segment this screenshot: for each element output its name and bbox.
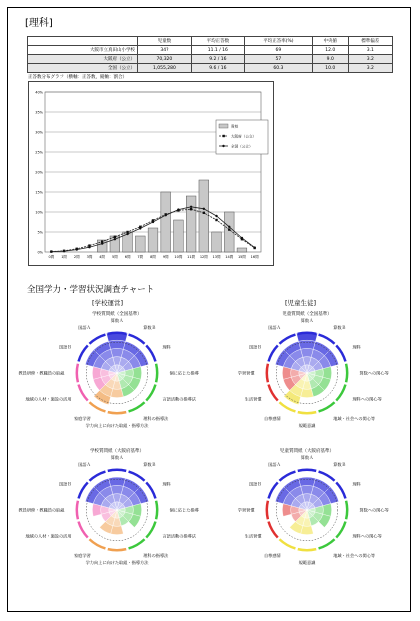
stats-cell: 11.1 / 16 xyxy=(191,46,244,55)
radar-axis-label: 理科の指導法 xyxy=(143,415,169,421)
stats-row-label: 大阪府（公立） xyxy=(28,55,138,64)
radar-axis-label: 理科 xyxy=(162,344,171,350)
y-tick-label: 25% xyxy=(35,150,43,155)
chart-legend xyxy=(216,120,268,154)
line-point xyxy=(139,227,141,229)
radar-axis-label: 学習習慣 xyxy=(237,507,255,513)
x-tick-label: 10問 xyxy=(174,255,183,259)
radar-rim xyxy=(77,501,78,519)
radar-axis-label: 理科 xyxy=(352,481,361,487)
radar-rim xyxy=(77,364,78,382)
radar-rim xyxy=(298,470,316,471)
radar-rim xyxy=(336,345,345,361)
stats-cell: 1,055,280 xyxy=(138,64,192,73)
stats-header-cell: 平均正答率(%) xyxy=(244,37,312,46)
radar-rim xyxy=(298,333,316,334)
radar-rim xyxy=(298,412,316,413)
survey-title: 全国学力・学習状況調査チャート xyxy=(27,285,155,295)
radar-rim xyxy=(79,385,88,401)
radar-axis-label: 学力向上に向けた取組・指導方法 xyxy=(85,559,149,565)
stats-row xyxy=(28,46,393,55)
radar-axis-label: 国語Ｂ xyxy=(248,344,262,350)
radar-rim xyxy=(279,472,295,481)
radar-axis-label: 理科 xyxy=(352,344,361,350)
distribution-chart xyxy=(29,82,273,265)
line-point xyxy=(88,246,90,248)
legend-label: 貴校 xyxy=(231,124,239,129)
radar-axis-label: 家庭学習 xyxy=(73,552,91,558)
y-tick-label: 5% xyxy=(37,230,43,235)
radar-segment xyxy=(109,477,126,486)
radar-rim xyxy=(108,549,126,550)
x-tick-label: 2問 xyxy=(73,255,80,259)
x-tick-label: 3問 xyxy=(86,255,93,259)
radar-rim xyxy=(89,402,105,411)
radar-axis-label: 国語Ｂ xyxy=(248,481,262,487)
radar-rim xyxy=(319,472,335,481)
radar-axis-label: 理科 xyxy=(162,481,171,487)
line-point xyxy=(114,236,116,238)
school-heading: [学校運営] xyxy=(92,299,124,307)
y-tick-label: 20% xyxy=(35,170,43,175)
x-tick-label: 0問 xyxy=(48,255,55,259)
radar-segment xyxy=(299,340,316,349)
radar-rim xyxy=(108,470,126,471)
radar-axis-label: 生活習慣 xyxy=(244,396,262,402)
radar-axis-label: 地域・社会への関心等 xyxy=(333,415,376,421)
line-point xyxy=(152,221,154,223)
x-tick-label: 13問 xyxy=(212,255,221,259)
radar-axis-label: 個に応じた指導 xyxy=(169,370,199,376)
bar xyxy=(199,180,209,252)
radar-title: 児童質問紙（全国基準） xyxy=(282,312,332,317)
radar-rim xyxy=(79,482,88,498)
line-point xyxy=(190,206,192,208)
radar-rim xyxy=(89,335,105,344)
line-point xyxy=(50,250,52,252)
bar xyxy=(186,196,196,252)
stats-cell: 3.2 xyxy=(348,55,392,64)
stats-cell: 70,320 xyxy=(138,55,192,64)
radar-charts xyxy=(0,305,420,615)
radar-rim xyxy=(129,472,145,481)
radar-rim xyxy=(156,501,157,519)
line-point xyxy=(126,233,128,235)
radar-rim xyxy=(89,472,105,481)
x-tick-label: 8問 xyxy=(150,255,156,259)
x-tick-label: 15問 xyxy=(237,255,246,259)
radar-rim xyxy=(79,345,88,361)
radar-axis-label: 自尊感情 xyxy=(263,415,281,421)
stats-cell: 60.3 xyxy=(244,64,312,73)
x-tick-label: 14問 xyxy=(225,255,234,259)
radar-rim xyxy=(346,501,347,519)
radar-axis-label: 国語Ｂ xyxy=(58,481,72,487)
radar-segment xyxy=(299,477,316,486)
line-point xyxy=(203,212,205,214)
radar-axis-label: 理科の指導法 xyxy=(143,552,169,558)
line-point xyxy=(228,228,230,230)
stats-row xyxy=(28,64,393,73)
stats-cell: 57 xyxy=(244,55,312,64)
legend-marker xyxy=(222,145,224,147)
radar-chart xyxy=(18,310,199,429)
stats-cell: 3.2 xyxy=(348,64,392,73)
stats-cell: 9.2 / 16 xyxy=(191,55,244,64)
radar-axis-label: 生活習慣 xyxy=(244,533,262,539)
radar-rim xyxy=(146,385,155,401)
radar-axis-label: 国語Ａ xyxy=(78,462,91,468)
line-point xyxy=(241,237,243,239)
line-point xyxy=(177,208,179,210)
y-tick-label: 40% xyxy=(35,90,43,95)
x-tick-label: 16問 xyxy=(250,255,259,259)
radar-axis-label: 地域の人材・施設の活用 xyxy=(25,533,72,539)
x-tick-label: 11問 xyxy=(187,255,196,259)
stats-header-cell: 標準偏差 xyxy=(348,37,392,46)
radar-rim xyxy=(129,335,145,344)
radar-rim xyxy=(146,345,155,361)
radar-rim xyxy=(79,522,88,538)
stats-header-row xyxy=(28,37,393,46)
radar-rim xyxy=(267,364,268,382)
legend-marker xyxy=(223,135,225,137)
legend-label: 全国（公立） xyxy=(231,144,253,149)
radar-rim xyxy=(146,522,155,538)
stats-table xyxy=(27,36,393,73)
line-point xyxy=(215,219,217,221)
y-tick-label: 35% xyxy=(35,110,43,115)
radar-rim xyxy=(89,539,105,548)
bar xyxy=(212,232,222,252)
x-tick-label: 5問 xyxy=(112,255,118,259)
line-point xyxy=(101,242,103,244)
x-tick-label: 6問 xyxy=(124,255,131,259)
stats-row xyxy=(28,55,393,64)
radar-axis-label: 言語活動の指導法 xyxy=(162,396,196,402)
radar-rim xyxy=(269,482,278,498)
y-tick-label: 0% xyxy=(37,250,43,255)
stats-cell: 12.0 xyxy=(312,46,348,55)
radar-rim xyxy=(269,345,278,361)
line-point xyxy=(165,214,167,216)
bar xyxy=(161,192,171,252)
stats-header-cell: 平均正答数 xyxy=(191,37,244,46)
stats-cell: 3.1 xyxy=(348,46,392,55)
radar-axis-label: 家庭学習 xyxy=(73,415,91,421)
radar-rim xyxy=(108,333,126,334)
radar-axis-label: 国語Ａ xyxy=(268,325,281,331)
bar xyxy=(135,236,145,252)
radar-axis-label: 個に応じた指導 xyxy=(169,507,199,513)
line-point xyxy=(253,246,255,248)
radar-axis-label: 地域・社会への関心等 xyxy=(333,552,376,558)
radar-rim xyxy=(269,385,278,401)
radar-axis-label: 算数Ａ xyxy=(300,318,314,324)
stats-cell: 9.6 / 16 xyxy=(191,64,244,73)
radar-rim xyxy=(146,482,155,498)
radar-axis-label: 算数Ｂ xyxy=(333,325,346,331)
page-title: [理科] xyxy=(25,18,53,29)
x-tick-label: 12問 xyxy=(199,255,208,259)
stats-header-cell: 中央値 xyxy=(312,37,348,46)
stats-cell: 10.0 xyxy=(312,64,348,73)
radar-rim xyxy=(319,539,335,548)
radar-axis-label: 国語Ａ xyxy=(78,325,91,331)
line-point xyxy=(76,248,78,250)
radar-axis-label: 言語活動の指導法 xyxy=(162,533,196,539)
stats-row-label: 大阪市立真田山小学校 xyxy=(28,46,138,55)
radar-rim xyxy=(319,402,335,411)
line-point xyxy=(203,208,205,210)
radar-rim xyxy=(336,482,345,498)
y-tick-label: 15% xyxy=(35,190,43,195)
radar-axis-label: 自尊感情 xyxy=(263,552,281,558)
stats-cell: 9.0 xyxy=(312,55,348,64)
x-tick-label: 9問 xyxy=(162,255,169,259)
line-point xyxy=(228,226,230,228)
bar xyxy=(148,228,158,252)
radar-axis-label: 理科への関心等 xyxy=(352,533,382,539)
radar-axis-label: 算数Ｂ xyxy=(143,462,156,468)
radar-axis-label: 算数Ｂ xyxy=(333,462,346,468)
radar-segment xyxy=(109,340,126,349)
radar-rim xyxy=(346,364,347,382)
radar-axis-label: 規範意識 xyxy=(298,422,316,428)
radar-rim xyxy=(336,522,345,538)
line-point xyxy=(63,250,65,252)
radar-axis-label: 学習習慣 xyxy=(237,370,255,376)
radar-rim xyxy=(279,539,295,548)
radar-chart xyxy=(238,447,389,566)
radar-title: 学校質問紙（全国基準） xyxy=(92,312,142,317)
radar-axis-label: 算数Ａ xyxy=(300,455,314,461)
y-tick-label: 10% xyxy=(35,210,43,215)
radar-rim xyxy=(129,402,145,411)
radar-axis-label: 地域の人材・施設の活用 xyxy=(25,396,72,402)
student-heading: [児童生徒] xyxy=(285,299,317,307)
stats-header-cell xyxy=(28,37,138,46)
stats-header-cell: 児童数 xyxy=(138,37,192,46)
radar-rim xyxy=(298,549,316,550)
radar-rim xyxy=(108,412,126,413)
radar-axis-label: 学力向上に向けた取組・指導方法 xyxy=(85,422,149,428)
radar-axis-label: 教員研修・教職員の取組 xyxy=(18,370,65,376)
line-point xyxy=(114,238,116,240)
bar xyxy=(237,248,247,252)
radar-chart xyxy=(238,310,389,429)
radar-axis-label: 国語Ａ xyxy=(268,462,281,468)
radar-axis-label: 算数Ａ xyxy=(110,318,124,324)
legend-swatch xyxy=(219,124,228,128)
distribution-chart-box xyxy=(28,81,274,266)
stats-cell: 69 xyxy=(244,46,312,55)
radar-rim xyxy=(279,335,295,344)
radar-axis-label: 算数への関心等 xyxy=(359,507,389,513)
radar-axis-label: 算数への関心等 xyxy=(359,370,389,376)
radar-rim xyxy=(269,522,278,538)
x-tick-label: 1問 xyxy=(61,255,67,259)
x-tick-label: 4問 xyxy=(99,255,106,259)
stats-cell: 34? xyxy=(138,46,192,55)
x-tick-label: 7問 xyxy=(137,255,144,259)
y-tick-label: 30% xyxy=(35,130,43,135)
chart-caption: 正答数分布グラフ（横軸：正答数，縦軸：割合） xyxy=(28,75,127,80)
line-point xyxy=(190,208,192,210)
radar-axis-label: 算数Ｂ xyxy=(143,325,156,331)
radar-rim xyxy=(267,501,268,519)
bar xyxy=(174,220,184,252)
radar-rim xyxy=(336,385,345,401)
radar-axis-label: 教員研修・教職員の取組 xyxy=(18,507,65,513)
radar-axis-label: 算数Ａ xyxy=(110,455,124,461)
line-point xyxy=(215,215,217,217)
radar-rim xyxy=(279,402,295,411)
radar-rim xyxy=(156,364,157,382)
radar-axis-label: 理科への関心等 xyxy=(352,396,382,402)
radar-axis-label: 国語Ｂ xyxy=(58,344,72,350)
radar-rim xyxy=(319,335,335,344)
stats-row-label: 全国（公立） xyxy=(28,64,138,73)
radar-title: 学校質問紙（大阪府基準） xyxy=(90,449,144,454)
radar-chart xyxy=(18,447,199,566)
radar-rim xyxy=(129,539,145,548)
radar-title: 児童質問紙（大阪府基準） xyxy=(280,449,334,454)
radar-axis-label: 規範意識 xyxy=(298,559,316,565)
legend-label: 大阪府（公立） xyxy=(231,134,257,139)
